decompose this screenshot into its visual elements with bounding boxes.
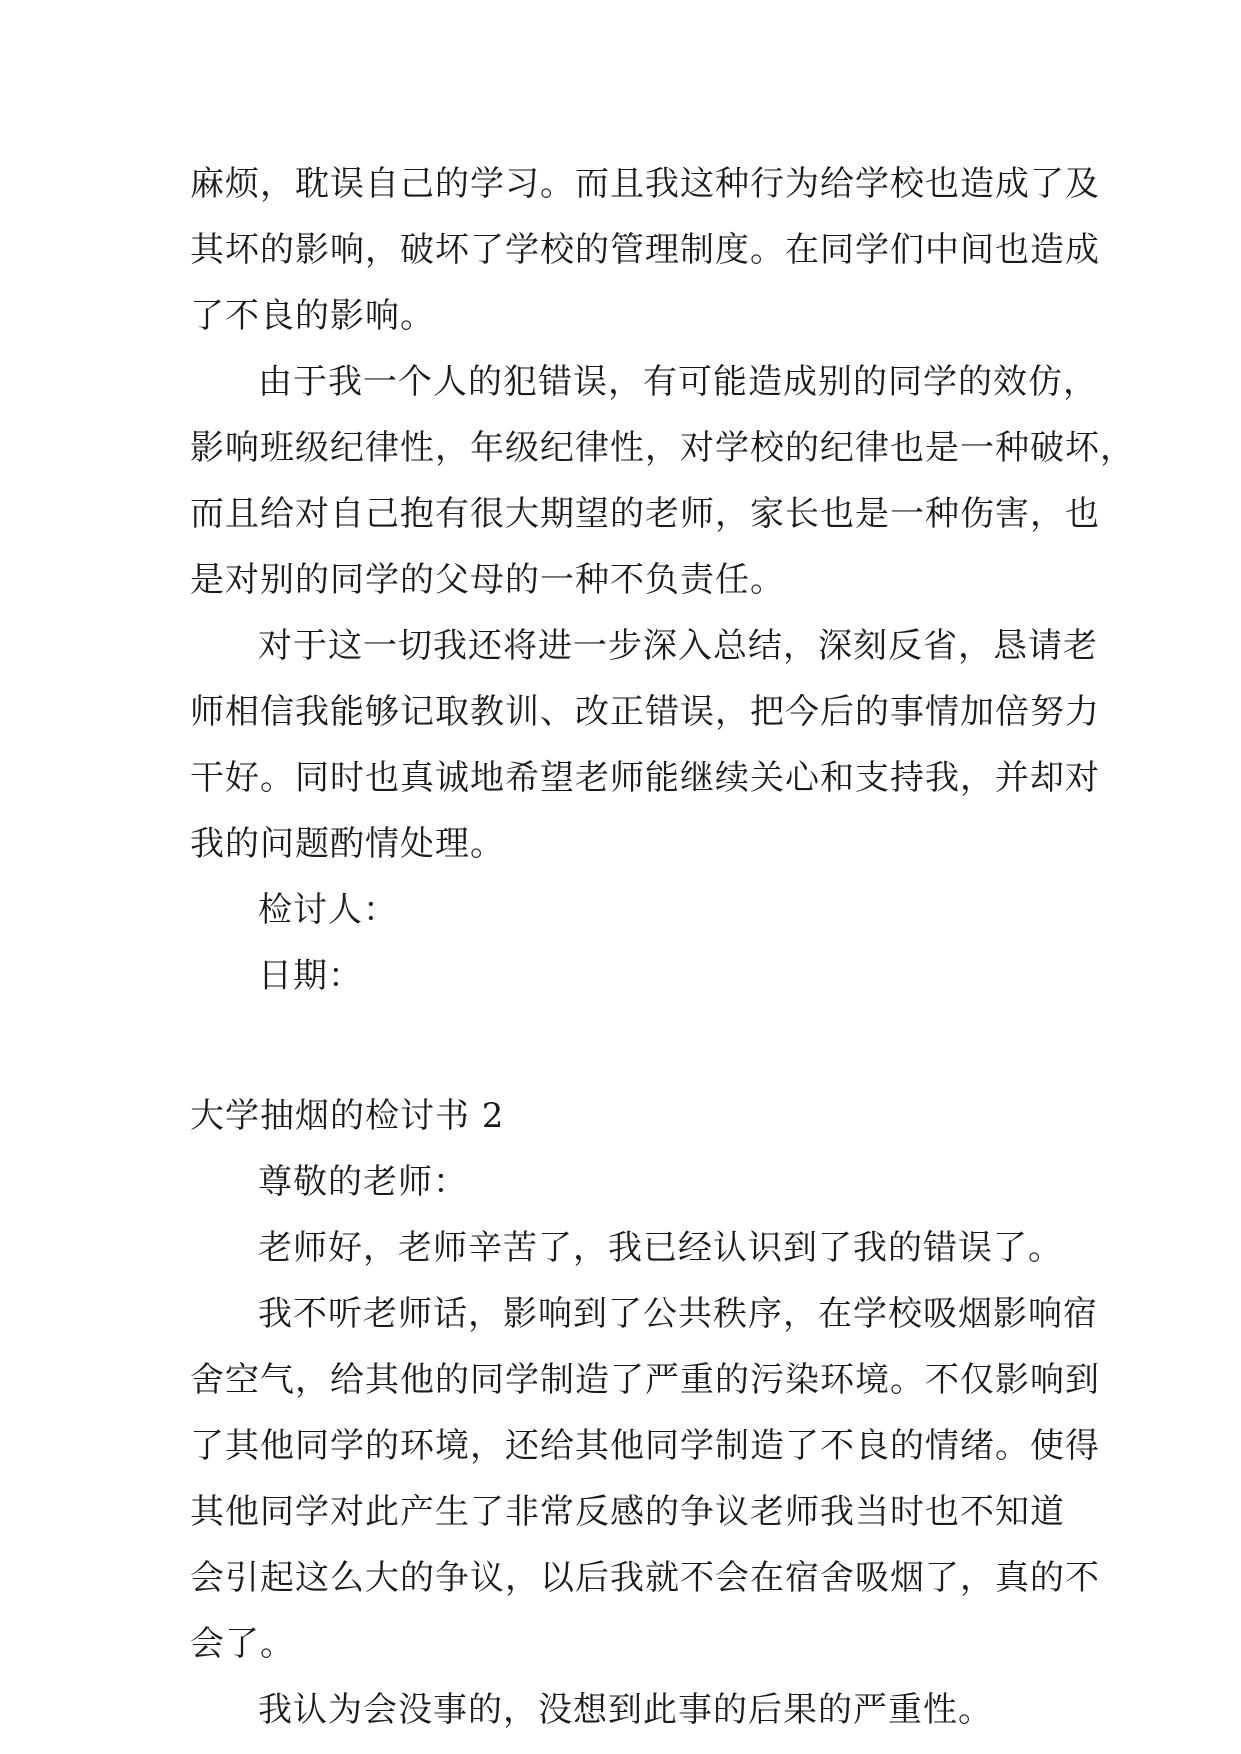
body-text-line: 对于这一切我还将进一步深入总结，深刻反省，恳请老 [258,626,1098,666]
body-text-line: 会引起这么大的争议，以后我就不会在宿舍吸烟了，真的不 [190,1558,1100,1598]
body-text-line: 而且给对自己抱有很大期望的老师，家长也是一种伤害，也 [190,494,1100,534]
body-text-line: 干好。同时也真诚地希望老师能继续关心和支持我，并却对 [190,758,1100,798]
greeting: 老师好，老师辛苦了，我已经认识到了我的错误了。 [258,1228,1063,1268]
body-text-line: 舍空气，给其他的同学制造了严重的污染环境。不仅影响到 [190,1360,1100,1400]
date-label: 日期： [258,956,363,996]
body-text-line: 我认为会没事的，没想到此事的后果的严重性。 [258,1690,993,1730]
body-text-line: 师相信我能够记取教训、改正错误，把今后的事情加倍努力 [190,692,1100,732]
body-text-line: 麻烦，耽误自己的学习。而且我这种行为给学校也造成了及 [190,164,1100,204]
body-text-line: 会了。 [190,1624,295,1664]
body-text-line: 其坏的影响，破坏了学校的管理制度。在同学们中间也造成 [190,230,1100,270]
signer-label: 检讨人： [258,890,398,930]
body-text-line: 其他同学对此产生了非常反感的争议老师我当时也不知道 [190,1492,1065,1532]
section-title: 大学抽烟的检讨书 2 [190,1096,505,1136]
body-text-line: 我不听老师话，影响到了公共秩序，在学校吸烟影响宿 [258,1294,1098,1334]
body-text-line: 了不良的影响。 [190,296,435,336]
body-text-line: 影响班级纪律性，年级纪律性，对学校的纪律也是一种破坏， [190,428,1135,468]
body-text-line: 我的问题酌情处理。 [190,824,505,864]
body-text-line: 是对别的同学的父母的一种不负责任。 [190,560,785,600]
salutation: 尊敬的老师： [258,1162,468,1202]
body-text-line: 了其他同学的环境，还给其他同学制造了不良的情绪。使得 [190,1426,1100,1466]
body-text-line: 由于我一个人的犯错误，有可能造成别的同学的效仿， [258,362,1098,402]
